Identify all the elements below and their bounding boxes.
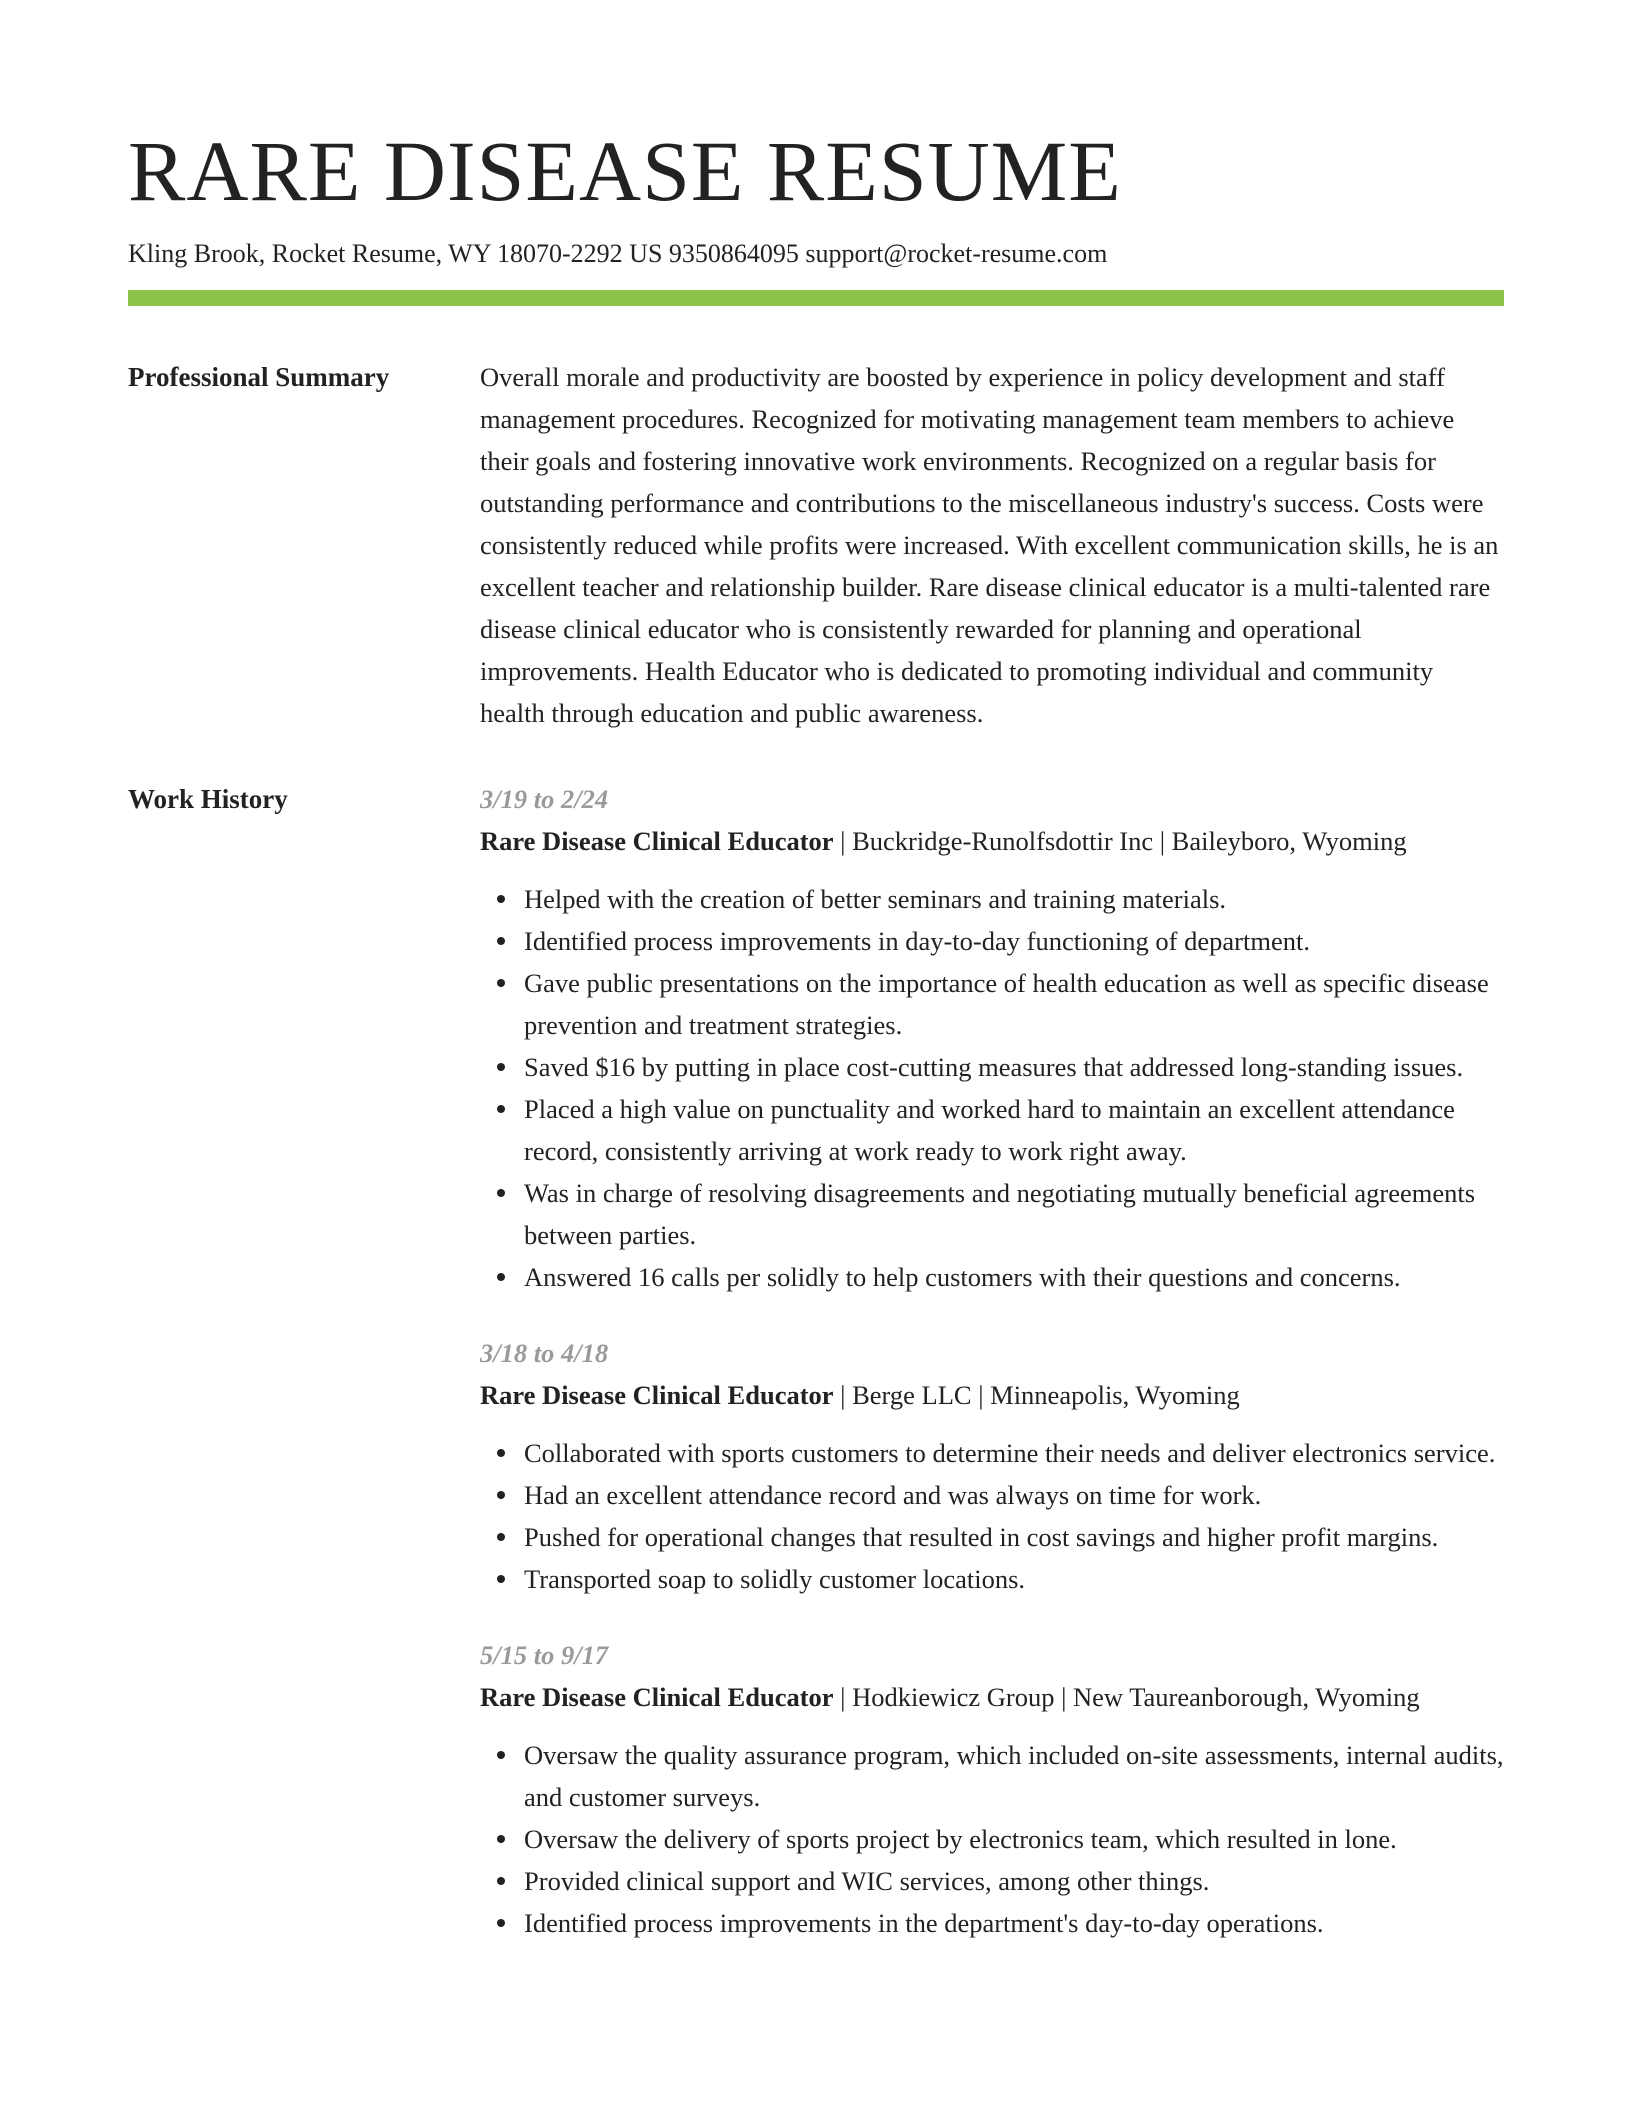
job-bullet: Answered 16 calls per solidly to help customers with their questions and concerns. [524,1256,1504,1298]
work-history-section [128,778,1504,1944]
job-dates: 5/15 to 9/17 [480,1640,609,1670]
job-entry [480,1332,1504,1600]
job-bullet: Identified process improvements in day-to-day functioning of department. [524,920,1504,962]
job-bullet: Helped with the creation of better seminars and training materials. [524,878,1504,920]
job-bullet-list [480,1432,1504,1600]
job-title-line [480,820,1504,862]
job-entry [480,778,1504,1298]
professional-summary-section [128,356,1504,734]
job-bullet: Oversaw the delivery of sports project by electronics team, which resulted in lone. [524,1818,1504,1860]
work-history-body [480,778,1504,1944]
job-bullet: Saved $16 by putting in place cost-cutting measures that addressed long-standing issues. [524,1046,1504,1088]
job-dates: 3/19 to 2/24 [480,784,609,814]
job-entry [480,1634,1504,1944]
job-title-line [480,1676,1504,1718]
job-title: Rare Disease Clinical Educator [480,1682,834,1712]
job-bullet: Collaborated with sports customers to determine their needs and deliver electronics service. [524,1432,1504,1474]
job-title: Rare Disease Clinical Educator [480,1380,834,1410]
contact-line: Kling Brook, Rocket Resume, WY 18070-2292 US 9350864095 support@rocket-resume.com [128,239,1108,268]
job-bullet-list [480,878,1504,1298]
job-bullet: Transported soap to solidly customer locations. [524,1558,1504,1600]
job-title: Rare Disease Clinical Educator [480,826,834,856]
work-history-heading: Work History [128,784,288,814]
job-bullet: Oversaw the quality assurance program, which included on-site assessments, internal audits, and customer surveys. [524,1734,1504,1818]
job-employer-location: | Berge LLC | Minneapolis, Wyoming [833,1380,1240,1410]
job-bullet: Placed a high value on punctuality and worked hard to maintain an excellent attendance record, consistently arriving at work ready to work right away. [524,1088,1504,1172]
job-bullet: Pushed for operational changes that resulted in cost savings and higher profit margins. [524,1516,1504,1558]
job-employer-location: | Hodkiewicz Group | New Taureanborough, Wyoming [833,1682,1420,1712]
job-bullet-list [480,1734,1504,1944]
resume-page [128,116,1504,1944]
job-bullet: Provided clinical support and WIC services, among other things. [524,1860,1504,1902]
resume-name: RARE DISEASE RESUME [128,123,1122,219]
header-accent-rule [128,290,1504,306]
job-bullet: Identified process improvements in the department's day-to-day operations. [524,1902,1504,1944]
professional-summary-heading: Professional Summary [128,362,390,392]
professional-summary-body [480,356,1504,734]
job-bullet: Was in charge of resolving disagreements and negotiating mutually beneficial agreements between parties. [524,1172,1504,1256]
job-bullet: Had an excellent attendance record and was always on time for work. [524,1474,1504,1516]
job-bullet: Gave public presentations on the importance of health education as well as specific disease prevention and treatment strategies. [524,962,1504,1046]
job-dates: 3/18 to 4/18 [480,1338,609,1368]
job-title-line [480,1374,1504,1416]
professional-summary-text: Overall morale and productivity are boosted by experience in policy development and staff management procedures. Recognized for motivating management team members to achieve their goals and fostering innovative work environments. Recognized on a regular basis for outstanding performance and contributions to the miscellaneous industry's success. Costs were consistently reduced while profits were increased. With excellent communication skills, he is an excellent teacher and relationship builder. Rare disease clinical educator is a multi-talented rare disease clinical educator who is consistently rewarded for planning and operational improvements. Health Educator who is dedicated to promoting individual and community health through education and public awareness. [480,362,1499,728]
job-employer-location: | Buckridge-Runolfsdottir Inc | Baileyboro, Wyoming [833,826,1407,856]
